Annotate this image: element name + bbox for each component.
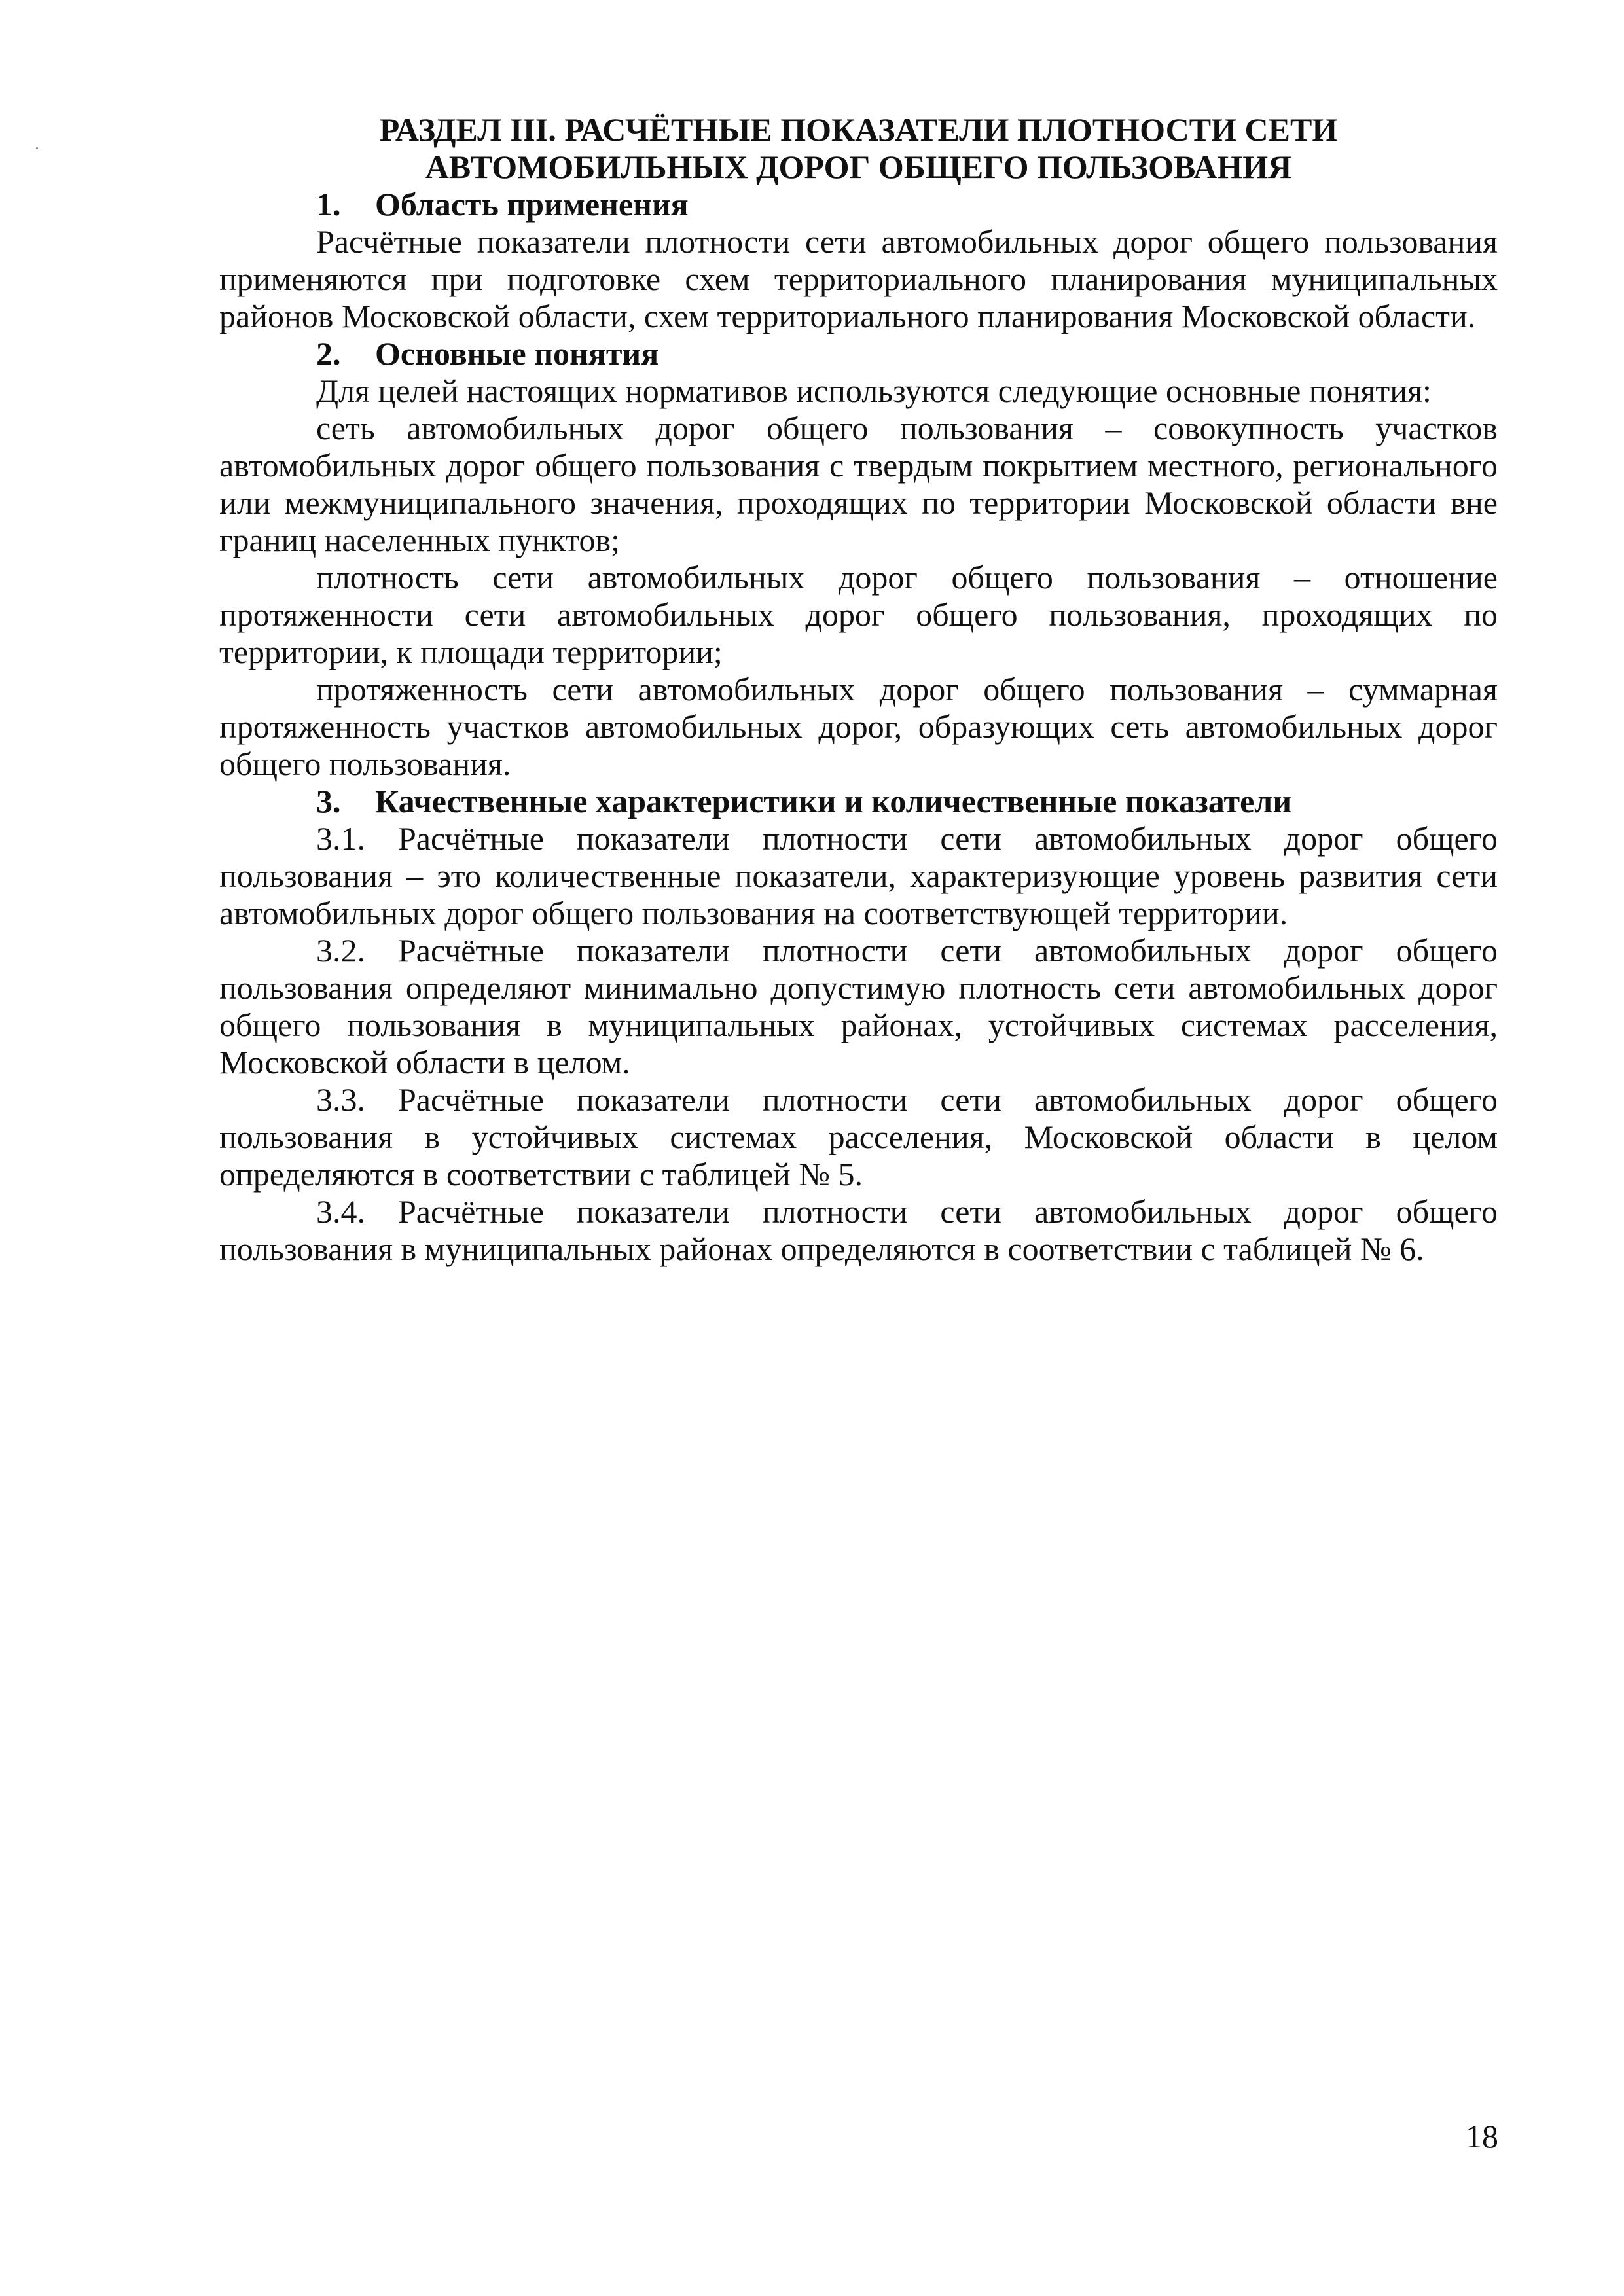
scan-speck [36,147,38,149]
clause-3-4: 3.4. Расчётные показатели плотности сети автомобильных дорог общего пользования в муниципальных районах определяются в соответствии с таблицей № 6. [219,1193,1498,1267]
clause-3-3: 3.3. Расчётные показатели плотности сети автомобильных дорог общего пользования в устойчивых системах расселения, Московской области в целом определяются в соответствии с таблицей № 5. [219,1081,1498,1193]
paragraph: Расчётные показатели плотности сети автомобильных дорог общего пользования применяются при подготовке схем территориального планирования муниципальных районов Московской области, схем территориального планирования Московской области. [219,223,1498,334]
definition-length: протяженность сети автомобильных дорог общего пользования – суммарная протяженность участков автомобильных дорог, образующих сеть автомобильных дорог общего пользования. [219,671,1498,782]
section-title [219,111,1498,186]
heading-number: 2. [316,335,341,372]
heading-characteristics [219,783,1498,820]
heading-text: Качественные характеристики и количественные показатели [375,783,1292,819]
heading-text: Основные понятия [375,335,659,372]
heading-text: Область применения [375,186,689,223]
clause-3-1: 3.1. Расчётные показатели плотности сети автомобильных дорог общего пользования – это количественные показатели, характеризующие уровень развития сети автомобильных дорог общего пользования на соответствующей территории. [219,820,1498,931]
heading-number: 3. [316,783,341,819]
heading-number: 1. [316,186,341,223]
definition-network: сеть автомобильных дорог общего пользования – совокупность участков автомобильных дорог общего пользования с твердым покрытием местного, регионального или межмуниципального значения, проходящих по территории Московской области вне границ населенных пунктов; [219,410,1498,558]
heading-definitions [219,335,1498,372]
paragraph: Для целей настоящих нормативов используются следующие основные понятия: [316,372,1432,409]
heading-scope [219,186,1498,223]
document-body [219,111,1498,1268]
definition-density: плотность сети автомобильных дорог общего пользования – отношение протяженности сети автомобильных дорог общего пользования, проходящих по территории, к площади территории; [219,559,1498,670]
page-number: 18 [1466,2118,1498,2155]
clause-3-2: 3.2. Расчётные показатели плотности сети автомобильных дорог общего пользования определяют минимально допустимую плотность сети автомобильных дорог общего пользования в муниципальных районах, устойчивых системах расселения, Московской области в целом. [219,932,1498,1081]
section-title-line1: РАЗДЕЛ III. РАСЧЁТНЫЕ ПОКАЗАТЕЛИ ПЛОТНОСТИ СЕТИ [379,111,1338,148]
section-title-line2: АВТОМОБИЛЬНЫХ ДОРОГ ОБЩЕГО ПОЛЬЗОВАНИЯ [425,149,1292,185]
